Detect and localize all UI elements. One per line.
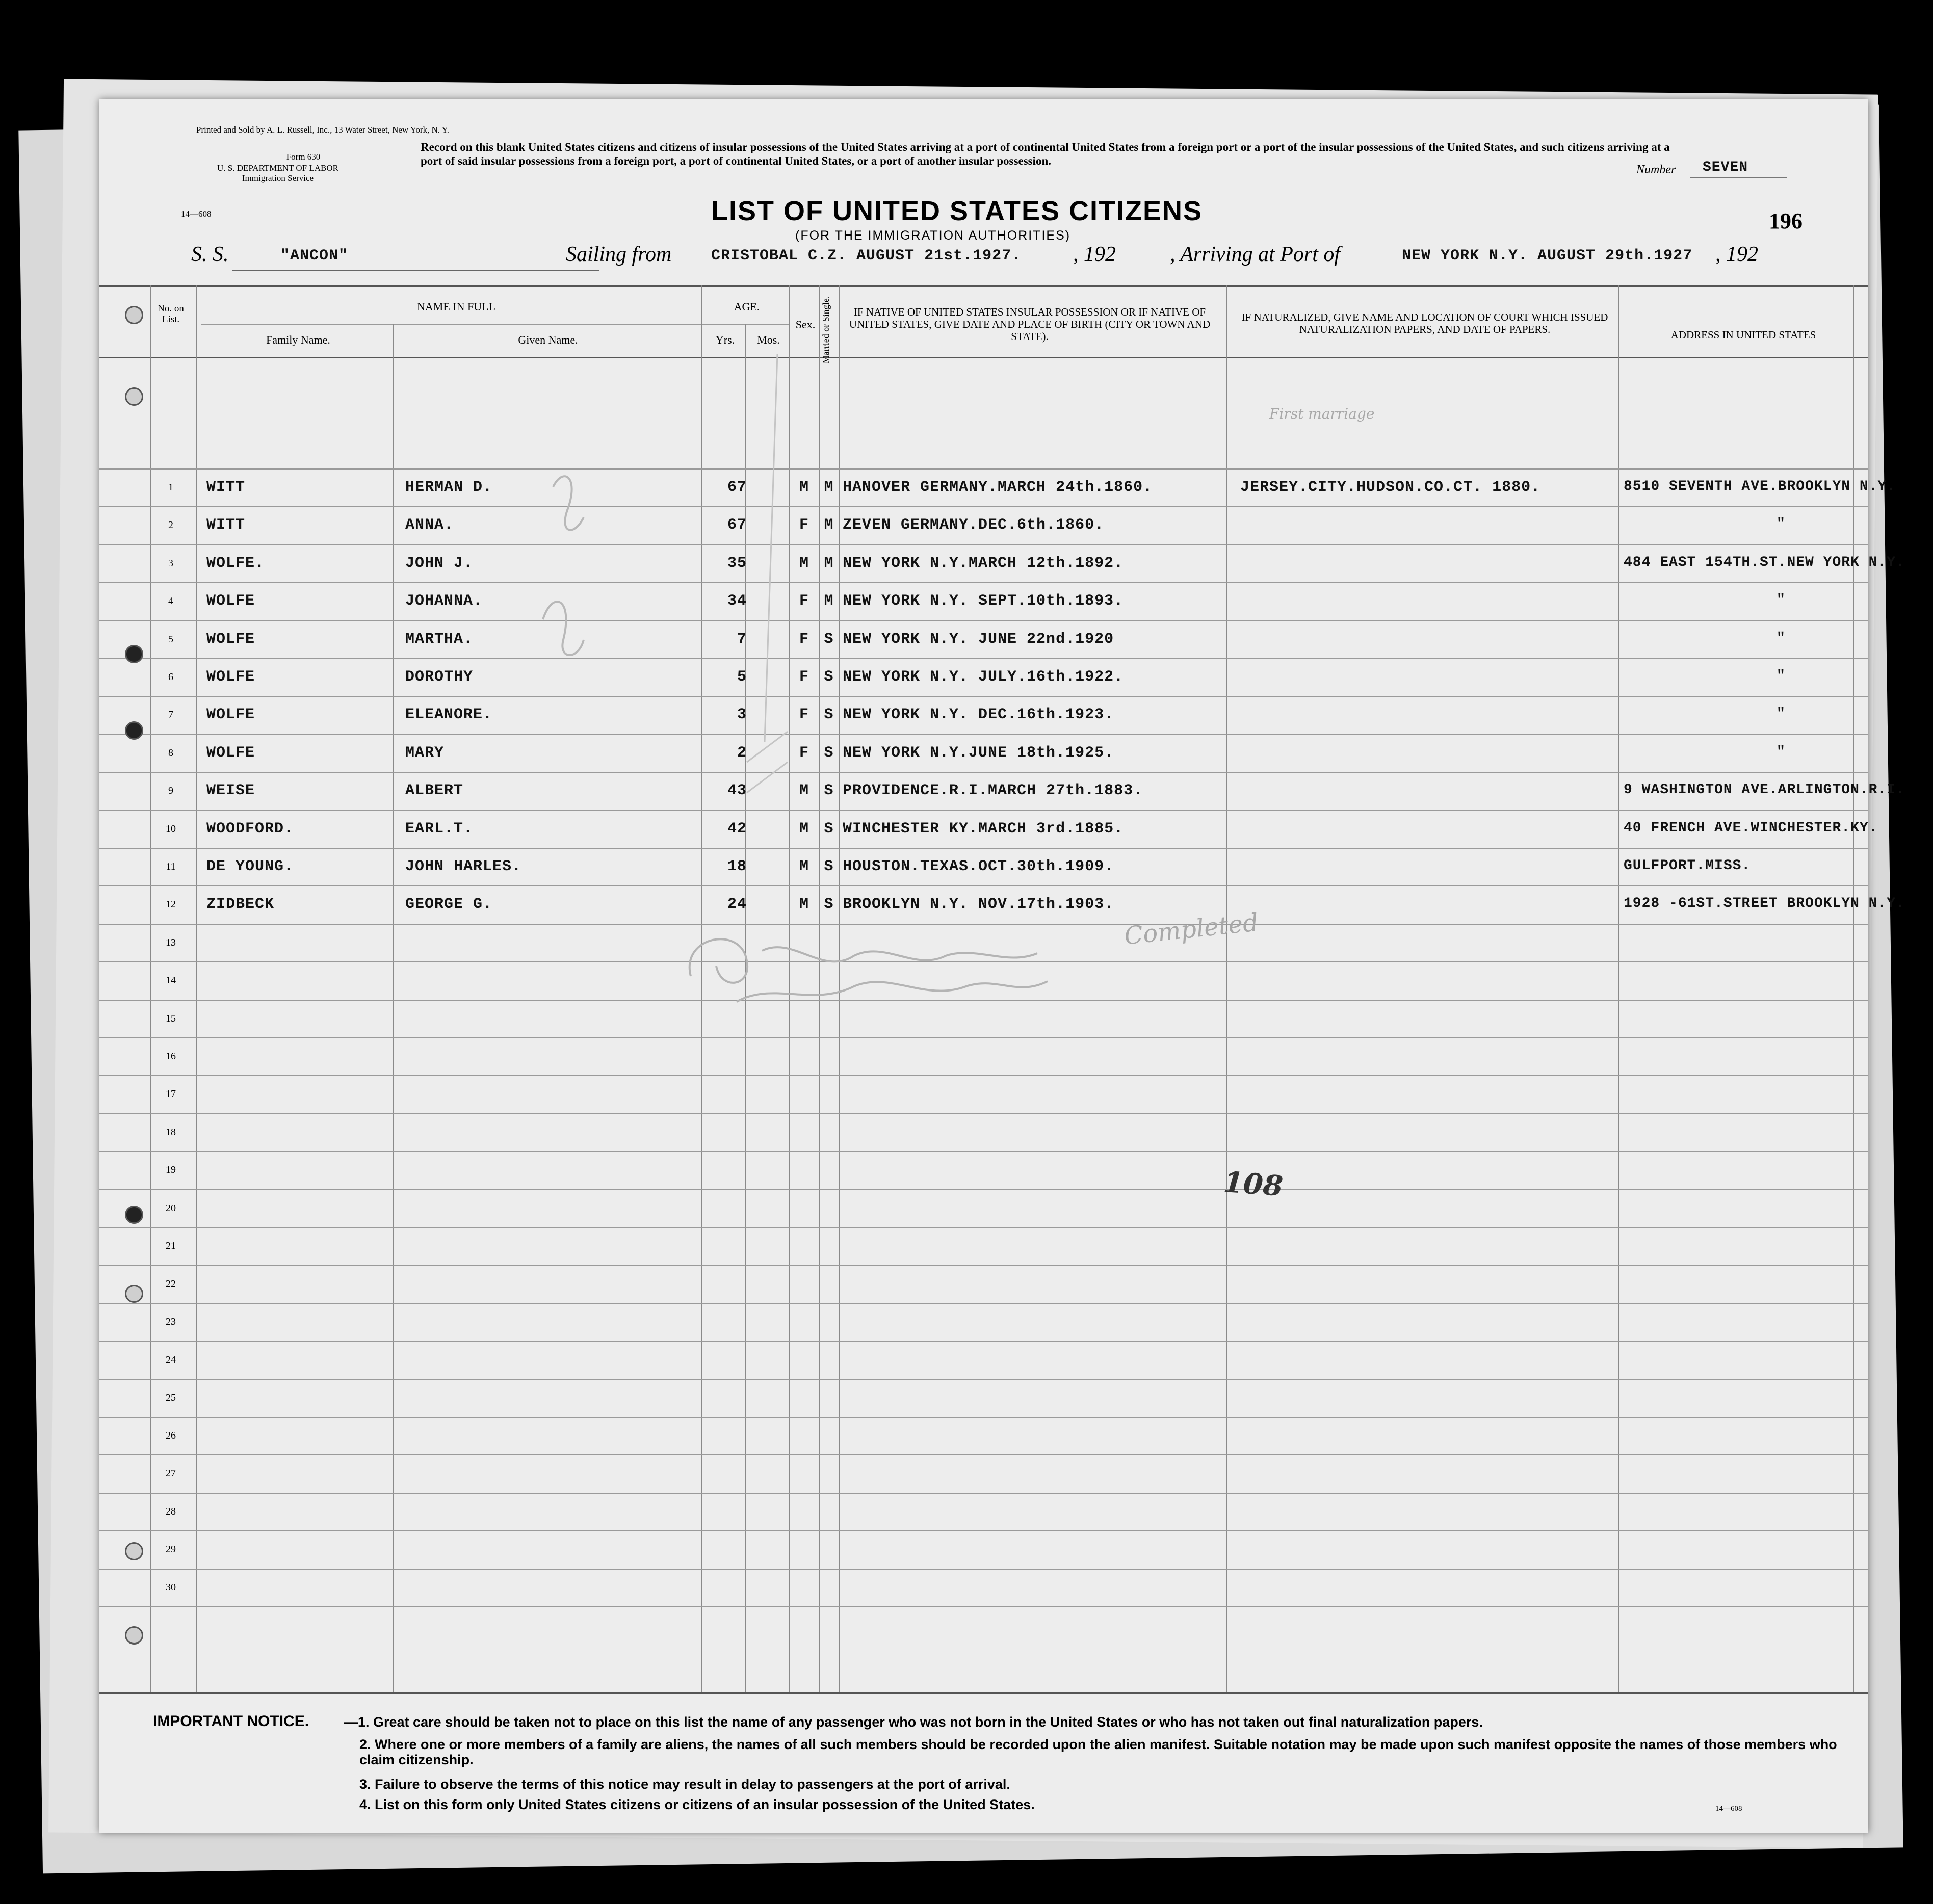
row-number: 1 bbox=[168, 482, 173, 493]
marital-status-cell: S bbox=[824, 858, 834, 875]
binder-hole bbox=[125, 1285, 143, 1303]
row-divider bbox=[99, 620, 1868, 621]
footer-form-code: 14—608 bbox=[1715, 1805, 1742, 1813]
marital-status-cell: S bbox=[824, 668, 834, 686]
age-years-cell: 35 bbox=[727, 554, 747, 572]
given-name-cell: GEORGE G. bbox=[405, 896, 493, 914]
row-divider bbox=[99, 1037, 1868, 1038]
col-header-birth: IF NATIVE OF UNITED STATES INSULAR POSSESSION OR IF NATIVE OF UNITED STATES, GIVE DATE AND PLACE OF BIRTH (CITY OR TOWN AND STATE). bbox=[849, 306, 1211, 343]
row-number: 21 bbox=[166, 1240, 176, 1251]
family-name-cell: WOLFE bbox=[206, 706, 255, 724]
row-divider bbox=[99, 1379, 1868, 1380]
birth-cell: NEW YORK N.Y. JUNE 22nd.1920 bbox=[843, 630, 1114, 648]
row-divider bbox=[99, 1075, 1868, 1076]
birth-cell: NEW YORK N.Y. SEPT.10th.1893. bbox=[843, 592, 1124, 610]
age-years-cell: 7 bbox=[737, 630, 747, 648]
stamp-number: 108 bbox=[1222, 1165, 1285, 1203]
binder-hole bbox=[125, 306, 143, 324]
given-name-cell: JOHN J. bbox=[405, 554, 474, 572]
age-years-cell: 3 bbox=[737, 706, 747, 724]
address-cell: " bbox=[1777, 744, 1786, 760]
table-bottom-border bbox=[99, 1692, 1868, 1694]
row-number: 19 bbox=[166, 1164, 176, 1176]
naturalization-cell: JERSEY.CITY.HUDSON.CO.CT. 1880. bbox=[1240, 479, 1541, 496]
record-instructions: Record on this blank United States citizens and citizens of insular possessions of the United States arriving at a port of continental United States from a foreign port or a port of the insular possessions of the United States, and such citizens arriving at a port of said insular possessions from a foreign port, a port of continental United States, or a port of another insular possession. bbox=[421, 141, 1670, 167]
given-name-cell: ELEANORE. bbox=[405, 706, 493, 724]
ss-label: S. S. bbox=[191, 243, 229, 266]
address-cell: 40 FRENCH AVE.WINCHESTER.KY. bbox=[1624, 820, 1878, 836]
row-divider bbox=[99, 1606, 1868, 1607]
given-name-cell: ALBERT bbox=[405, 782, 464, 800]
marital-status-cell: M bbox=[824, 554, 834, 572]
marital-status-cell: S bbox=[824, 820, 834, 838]
birth-cell: HOUSTON.TEXAS.OCT.30th.1909. bbox=[843, 858, 1114, 875]
sex-cell: F bbox=[799, 706, 809, 724]
row-divider bbox=[99, 1569, 1868, 1570]
pencil-note-first-marriage: First marriage bbox=[1269, 405, 1375, 422]
row-number: 6 bbox=[168, 671, 173, 683]
row-number: 17 bbox=[166, 1088, 176, 1100]
row-number: 3 bbox=[168, 557, 173, 569]
row-divider bbox=[99, 1303, 1868, 1304]
row-divider bbox=[99, 1151, 1868, 1152]
sailing-label: Sailing from bbox=[566, 243, 672, 266]
sex-cell: F bbox=[799, 744, 809, 762]
marital-status-cell: S bbox=[824, 630, 834, 648]
row-number: 14 bbox=[166, 975, 176, 986]
given-name-cell: MARTHA. bbox=[405, 630, 474, 648]
row-number: 18 bbox=[166, 1126, 176, 1138]
marital-status-cell: M bbox=[824, 592, 834, 610]
row-divider bbox=[99, 885, 1868, 886]
birth-cell: ZEVEN GERMANY.DEC.6th.1860. bbox=[843, 516, 1105, 534]
age-years-cell: 2 bbox=[737, 744, 747, 762]
service-label: Immigration Service bbox=[242, 173, 314, 183]
row-divider bbox=[99, 658, 1868, 659]
row-number: 22 bbox=[166, 1278, 176, 1290]
marital-status-cell: S bbox=[824, 706, 834, 724]
row-number: 5 bbox=[168, 633, 173, 645]
age-years-cell: 67 bbox=[727, 479, 747, 496]
col-header-name-in-full: NAME IN FULL bbox=[417, 300, 495, 313]
given-name-cell: MARY bbox=[405, 744, 445, 762]
col-header-sex: Sex. bbox=[795, 318, 816, 331]
sex-cell: M bbox=[799, 554, 809, 572]
row-divider bbox=[99, 734, 1868, 735]
family-name-cell: ZIDBECK bbox=[206, 896, 275, 914]
address-cell: " bbox=[1777, 630, 1786, 646]
address-cell: 8510 SEVENTH AVE.BROOKLYN N.Y. bbox=[1624, 479, 1896, 494]
given-name-cell: JOHN HARLES. bbox=[405, 858, 522, 875]
row-divider bbox=[99, 1454, 1868, 1455]
given-name-cell: JOHANNA. bbox=[405, 592, 483, 610]
row-divider bbox=[99, 848, 1868, 849]
arriving-label: , Arriving at Port of bbox=[1170, 243, 1341, 266]
row-number: 30 bbox=[166, 1581, 176, 1593]
year-suffix-1: , 192 bbox=[1073, 243, 1116, 266]
row-number: 4 bbox=[168, 595, 173, 607]
row-number: 16 bbox=[166, 1051, 176, 1062]
given-name-cell: EARL.T. bbox=[405, 820, 474, 838]
notice-heading: IMPORTANT NOTICE. bbox=[153, 1713, 309, 1730]
sex-cell: F bbox=[799, 668, 809, 686]
col-header-married: Married or Single. bbox=[821, 296, 831, 364]
given-name-cell: HERMAN D. bbox=[405, 479, 493, 496]
sex-cell: M bbox=[799, 896, 809, 914]
birth-cell: NEW YORK N.Y.MARCH 12th.1892. bbox=[843, 554, 1124, 572]
sex-cell: F bbox=[799, 592, 809, 610]
row-number: 10 bbox=[166, 823, 176, 834]
row-number: 23 bbox=[166, 1316, 176, 1327]
age-years-cell: 24 bbox=[727, 896, 747, 914]
sex-cell: F bbox=[799, 516, 809, 534]
notice-item-1: —1. Great care should be taken not to place on this list the name of any passenger who was not born in the United States or who has not taken out final naturalization papers. bbox=[344, 1714, 1483, 1730]
sex-cell: F bbox=[799, 630, 809, 648]
notice-item-3: 3. Failure to observe the terms of this notice may result in delay to passengers at the port of arrival. bbox=[359, 1777, 1010, 1792]
table-header-border bbox=[99, 357, 1868, 358]
family-name-cell: WOLFE bbox=[206, 744, 255, 762]
col-header-given: Given Name. bbox=[518, 333, 578, 346]
family-name-cell: WOLFE bbox=[206, 630, 255, 648]
address-cell: " bbox=[1777, 516, 1786, 533]
marital-status-cell: S bbox=[824, 782, 834, 800]
year-suffix-2: , 192 bbox=[1715, 243, 1758, 266]
sailing-value: CRISTOBAL C.Z. AUGUST 21st.1927. bbox=[711, 247, 1022, 265]
family-name-cell: WITT bbox=[206, 479, 246, 496]
binder-hole bbox=[125, 1206, 143, 1224]
ship-name: "ANCON" bbox=[280, 247, 349, 265]
age-years-cell: 43 bbox=[727, 782, 747, 800]
family-name-cell: WITT bbox=[206, 516, 246, 534]
sex-cell: M bbox=[799, 858, 809, 875]
row-divider bbox=[99, 1341, 1868, 1342]
binder-hole bbox=[125, 645, 143, 663]
sex-cell: M bbox=[799, 479, 809, 496]
address-cell: " bbox=[1777, 706, 1786, 722]
family-name-cell: WOLFE. bbox=[206, 554, 265, 572]
pencil-note-completed: Completed bbox=[1122, 908, 1260, 951]
row-divider bbox=[99, 506, 1868, 507]
address-cell: GULFPORT.MISS. bbox=[1624, 858, 1751, 874]
binder-hole bbox=[125, 1626, 143, 1645]
row-number: 27 bbox=[166, 1468, 176, 1479]
col-line bbox=[196, 285, 197, 1692]
row-divider bbox=[99, 1417, 1868, 1418]
birth-cell: NEW YORK N.Y.JUNE 18th.1925. bbox=[843, 744, 1114, 762]
binder-hole bbox=[125, 721, 143, 740]
number-label: Number bbox=[1636, 163, 1676, 176]
row-divider bbox=[99, 1493, 1868, 1494]
given-name-cell: ANNA. bbox=[405, 516, 454, 534]
row-divider bbox=[99, 1530, 1868, 1531]
row-number: 24 bbox=[166, 1354, 176, 1366]
row-divider bbox=[99, 1189, 1868, 1190]
age-years-cell: 18 bbox=[727, 858, 747, 875]
birth-cell: NEW YORK N.Y. DEC.16th.1923. bbox=[843, 706, 1114, 724]
family-name-cell: DE YOUNG. bbox=[206, 858, 294, 875]
col-header-no: No. on List. bbox=[158, 303, 184, 325]
age-years-cell: 42 bbox=[727, 820, 747, 838]
birth-cell: HANOVER GERMANY.MARCH 24th.1860. bbox=[843, 479, 1153, 496]
col-line bbox=[1618, 285, 1619, 1692]
pencil-checkmarks bbox=[523, 456, 604, 701]
row-number: 25 bbox=[166, 1392, 176, 1403]
department-label: U. S. DEPARTMENT OF LABOR bbox=[217, 163, 338, 173]
printer-line: Printed and Sold by A. L. Russell, Inc., 13 Water Street, New York, N. Y. bbox=[196, 125, 450, 135]
col-line bbox=[150, 285, 151, 1692]
row-number: 15 bbox=[166, 1012, 176, 1024]
row-divider bbox=[99, 1227, 1868, 1228]
form-label: Form 630 bbox=[286, 152, 321, 162]
address-cell: 9 WASHINGTON AVE.ARLINGTON.R.I. bbox=[1624, 782, 1905, 798]
row-divider bbox=[99, 544, 1868, 545]
page-title: LIST OF UNITED STATES CITIZENS bbox=[711, 196, 1203, 226]
col-header-address: ADDRESS IN UNITED STATES bbox=[1670, 329, 1816, 341]
row-divider bbox=[99, 1265, 1868, 1266]
page-number: 196 bbox=[1769, 208, 1803, 233]
birth-cell: WINCHESTER KY.MARCH 3rd.1885. bbox=[843, 820, 1124, 838]
row-divider bbox=[99, 810, 1868, 811]
ship-underline bbox=[232, 270, 599, 271]
marital-status-cell: M bbox=[824, 516, 834, 534]
col-header-age: AGE. bbox=[734, 300, 760, 313]
address-cell: 484 EAST 154TH.ST.NEW YORK N.Y. bbox=[1624, 554, 1905, 570]
binder-hole bbox=[125, 1542, 143, 1560]
age-years-cell: 67 bbox=[727, 516, 747, 534]
number-underline bbox=[1690, 177, 1787, 178]
number-value: SEVEN bbox=[1703, 160, 1748, 175]
birth-cell: NEW YORK N.Y. JULY.16th.1922. bbox=[843, 668, 1124, 686]
sex-cell: M bbox=[799, 820, 809, 838]
col-line bbox=[1226, 285, 1227, 1692]
row-divider bbox=[99, 772, 1868, 773]
tick-marks bbox=[716, 344, 818, 956]
col-line bbox=[393, 324, 394, 1692]
row-number: 11 bbox=[166, 861, 176, 872]
col-header-naturalized: IF NATURALIZED, GIVE NAME AND LOCATION OF COURT WHICH ISSUED NATURALIZATION PAPERS, AND DATE OF PAPERS. bbox=[1241, 311, 1608, 335]
row-number: 2 bbox=[168, 519, 173, 531]
row-number: 8 bbox=[168, 747, 173, 759]
family-name-cell: WOLFE bbox=[206, 592, 255, 610]
row-number: 26 bbox=[166, 1430, 176, 1441]
row-number: 28 bbox=[166, 1505, 176, 1517]
col-header-yrs: Yrs. bbox=[715, 333, 735, 346]
table-top-border bbox=[99, 285, 1868, 287]
age-years-cell: 34 bbox=[727, 592, 747, 610]
family-name-cell: WOODFORD. bbox=[206, 820, 294, 838]
row-divider bbox=[99, 582, 1868, 583]
family-name-cell: WOLFE bbox=[206, 668, 255, 686]
birth-cell: PROVIDENCE.R.I.MARCH 27th.1883. bbox=[843, 782, 1143, 800]
address-cell: " bbox=[1777, 668, 1786, 684]
age-years-cell: 5 bbox=[737, 668, 747, 686]
arriving-value: NEW YORK N.Y. AUGUST 29th.1927 bbox=[1402, 247, 1693, 265]
family-name-cell: WEISE bbox=[206, 782, 255, 800]
manifest-page bbox=[99, 99, 1905, 1833]
address-cell: " bbox=[1777, 592, 1786, 609]
row-divider bbox=[99, 468, 1868, 470]
marital-status-cell: S bbox=[824, 744, 834, 762]
form-code: 14—608 bbox=[181, 209, 212, 219]
notice-item-2: 2. Where one or more members of a family are aliens, the names of all such members should be recorded upon the alien manifest. Suitable notation may be made upon such manifest opposite the names of those members who claim citizenship. bbox=[359, 1737, 1837, 1767]
col-header-mos: Mos. bbox=[757, 333, 780, 346]
row-number: 9 bbox=[168, 785, 173, 797]
binder-hole bbox=[125, 387, 143, 406]
address-cell: 1928 -61ST.STREET BROOKLYN N.Y. bbox=[1624, 896, 1905, 912]
row-number: 7 bbox=[168, 709, 173, 721]
page-subtitle: (FOR THE IMMIGRATION AUTHORITIES) bbox=[795, 228, 1071, 243]
row-divider bbox=[99, 696, 1868, 697]
col-line bbox=[1853, 285, 1854, 1692]
row-number: 12 bbox=[166, 899, 176, 910]
col-header-family: Family Name. bbox=[266, 333, 330, 346]
birth-cell: BROOKLYN N.Y. NOV.17th.1903. bbox=[843, 896, 1114, 914]
row-divider bbox=[99, 1113, 1868, 1114]
row-number: 29 bbox=[166, 1544, 176, 1555]
marital-status-cell: S bbox=[824, 896, 834, 914]
notice-item-4: 4. List on this form only United States citizens or citizens of an insular possession of the United States. bbox=[359, 1797, 1035, 1812]
row-number: 20 bbox=[166, 1202, 176, 1214]
marital-status-cell: M bbox=[824, 479, 834, 496]
given-name-cell: DOROTHY bbox=[405, 668, 474, 686]
row-number: 13 bbox=[166, 936, 176, 948]
sex-cell: M bbox=[799, 782, 809, 800]
